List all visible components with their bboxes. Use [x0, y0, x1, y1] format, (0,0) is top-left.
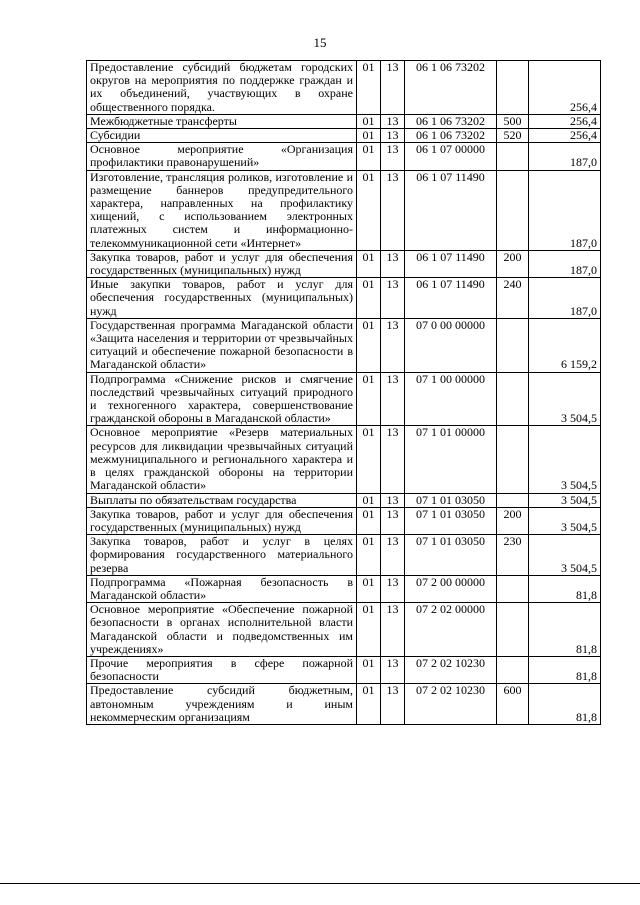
row-amount: 3 504,5	[529, 426, 601, 493]
row-expense-type-code: 200	[497, 507, 529, 534]
row-target-article-code: 07 0 00 00000	[405, 318, 497, 372]
row-target-article-code: 07 1 00 00000	[405, 372, 497, 426]
table-row	[87, 114, 601, 128]
row-target-article-code: 06 1 06 73202	[405, 114, 497, 128]
row-expense-type-code	[497, 603, 529, 657]
row-expense-type-code	[497, 493, 529, 507]
row-expense-type-code: 200	[497, 250, 529, 277]
row-expense-type-code: 230	[497, 535, 529, 576]
row-target-article-code: 06 1 06 73202	[405, 129, 497, 143]
row-amount: 3 504,5	[529, 507, 601, 534]
row-subsection-code: 13	[381, 535, 405, 576]
table-row	[87, 129, 601, 143]
row-expense-type-code	[497, 656, 529, 683]
row-name: Изготовление, трансляция роликов, изготовление и размещение баннеров предупредительного характера, направленных на профилактику хищений, с использованием электронных платежных систем и информационно-телекоммуникационной сети «Интернет»	[87, 170, 357, 250]
row-expense-type-code	[497, 143, 529, 170]
row-subsection-code: 13	[381, 603, 405, 657]
row-amount: 187,0	[529, 278, 601, 319]
row-name: Закупка товаров, работ и услуг в целях формирования государственного материального резерва	[87, 535, 357, 576]
row-target-article-code: 06 1 07 11490	[405, 250, 497, 277]
bottom-rule	[0, 883, 640, 884]
row-target-article-code: 07 1 01 03050	[405, 507, 497, 534]
row-subsection-code: 13	[381, 170, 405, 250]
row-target-article-code: 07 1 01 00000	[405, 426, 497, 493]
row-subsection-code: 13	[381, 575, 405, 602]
row-amount: 3 504,5	[529, 493, 601, 507]
row-amount: 187,0	[529, 143, 601, 170]
table-row	[87, 250, 601, 277]
row-subsection-code: 13	[381, 143, 405, 170]
table-row	[87, 61, 601, 115]
row-section-code: 01	[357, 535, 381, 576]
table-row	[87, 575, 601, 602]
row-name: Предоставление субсидий бюджетам городских округов на мероприятия по поддержке граждан и их объединений, участвующих в охране общественного порядка.	[87, 61, 357, 115]
row-target-article-code: 07 2 02 10230	[405, 656, 497, 683]
row-amount: 81,8	[529, 603, 601, 657]
row-expense-type-code: 600	[497, 684, 529, 725]
row-amount: 81,8	[529, 684, 601, 725]
table-row	[87, 318, 601, 372]
row-target-article-code: 07 2 00 00000	[405, 575, 497, 602]
row-section-code: 01	[357, 372, 381, 426]
row-subsection-code: 13	[381, 426, 405, 493]
row-expense-type-code	[497, 318, 529, 372]
row-expense-type-code	[497, 426, 529, 493]
budget-table	[86, 60, 601, 725]
row-name: Государственная программа Магаданской области «Защита населения и территории от чрезвычайных ситуаций и обеспечение пожарной безопасности в Магаданской области»	[87, 318, 357, 372]
row-expense-type-code	[497, 372, 529, 426]
row-target-article-code: 07 1 01 03050	[405, 493, 497, 507]
row-section-code: 01	[357, 114, 381, 128]
row-expense-type-code: 240	[497, 278, 529, 319]
row-target-article-code: 07 1 01 03050	[405, 535, 497, 576]
row-target-article-code: 07 2 02 00000	[405, 603, 497, 657]
row-target-article-code: 06 1 07 00000	[405, 143, 497, 170]
row-subsection-code: 13	[381, 372, 405, 426]
table-row	[87, 603, 601, 657]
row-amount: 3 504,5	[529, 372, 601, 426]
row-name: Основное мероприятие «Организация профилактики правонарушений»	[87, 143, 357, 170]
row-amount: 256,4	[529, 114, 601, 128]
row-section-code: 01	[357, 61, 381, 115]
row-section-code: 01	[357, 170, 381, 250]
table-row	[87, 426, 601, 493]
row-amount: 81,8	[529, 656, 601, 683]
row-amount: 3 504,5	[529, 535, 601, 576]
row-subsection-code: 13	[381, 114, 405, 128]
row-name: Подпрограмма «Снижение рисков и смягчение последствий чрезвычайных ситуаций природного и техногенного характера, совершенствование гражданской обороны в Магаданской области»	[87, 372, 357, 426]
row-name: Прочие мероприятия в сфере пожарной безопасности	[87, 656, 357, 683]
table-row	[87, 684, 601, 725]
table-row	[87, 507, 601, 534]
row-amount: 6 159,2	[529, 318, 601, 372]
row-name: Подпрограмма «Пожарная безопасность в Магаданской области»	[87, 575, 357, 602]
row-section-code: 01	[357, 278, 381, 319]
row-section-code: 01	[357, 143, 381, 170]
row-target-article-code: 06 1 06 73202	[405, 61, 497, 115]
row-subsection-code: 13	[381, 61, 405, 115]
row-name: Субсидии	[87, 129, 357, 143]
page-number: 15	[313, 35, 327, 50]
row-section-code: 01	[357, 426, 381, 493]
row-expense-type-code: 520	[497, 129, 529, 143]
row-expense-type-code	[497, 61, 529, 115]
table-row	[87, 535, 601, 576]
table-row	[87, 143, 601, 170]
row-name: Предоставление субсидий бюджетным, автономным учреждениям и иным некоммерческим организациям	[87, 684, 357, 725]
row-subsection-code: 13	[381, 250, 405, 277]
row-section-code: 01	[357, 575, 381, 602]
row-name: Межбюджетные трансферты	[87, 114, 357, 128]
row-expense-type-code	[497, 170, 529, 250]
row-name: Закупка товаров, работ и услуг для обеспечения государственных (муниципальных) нужд	[87, 507, 357, 534]
row-section-code: 01	[357, 603, 381, 657]
row-subsection-code: 13	[381, 278, 405, 319]
row-amount: 256,4	[529, 129, 601, 143]
row-target-article-code: 06 1 07 11490	[405, 278, 497, 319]
row-section-code: 01	[357, 684, 381, 725]
row-section-code: 01	[357, 507, 381, 534]
row-section-code: 01	[357, 493, 381, 507]
table-row	[87, 170, 601, 250]
row-subsection-code: 13	[381, 493, 405, 507]
row-subsection-code: 13	[381, 507, 405, 534]
row-section-code: 01	[357, 129, 381, 143]
table-row	[87, 278, 601, 319]
row-section-code: 01	[357, 318, 381, 372]
table-row	[87, 493, 601, 507]
row-target-article-code: 06 1 07 11490	[405, 170, 497, 250]
row-subsection-code: 13	[381, 684, 405, 725]
budget-table-body	[87, 61, 601, 725]
row-amount: 187,0	[529, 250, 601, 277]
row-subsection-code: 13	[381, 129, 405, 143]
row-name: Выплаты по обязательствам государства	[87, 493, 357, 507]
row-expense-type-code: 500	[497, 114, 529, 128]
row-amount: 187,0	[529, 170, 601, 250]
row-name: Закупка товаров, работ и услуг для обеспечения государственных (муниципальных) нужд	[87, 250, 357, 277]
row-name: Основное мероприятие «Резерв материальных ресурсов для ликвидации чрезвычайных ситуаций межмуниципального и регионального характера и в целях гражданской обороны на территории Магаданской области»	[87, 426, 357, 493]
row-amount: 256,4	[529, 61, 601, 115]
row-section-code: 01	[357, 656, 381, 683]
row-name: Иные закупки товаров, работ и услуг для обеспечения государственных (муниципальных) нужд	[87, 278, 357, 319]
row-section-code: 01	[357, 250, 381, 277]
row-target-article-code: 07 2 02 10230	[405, 684, 497, 725]
row-expense-type-code	[497, 575, 529, 602]
row-name: Основное мероприятие «Обеспечение пожарной безопасности в органах исполнительной власти Магаданской области и подведомственных им учреждениях»	[87, 603, 357, 657]
table-row	[87, 656, 601, 683]
row-subsection-code: 13	[381, 656, 405, 683]
table-row	[87, 372, 601, 426]
row-subsection-code: 13	[381, 318, 405, 372]
row-amount: 81,8	[529, 575, 601, 602]
